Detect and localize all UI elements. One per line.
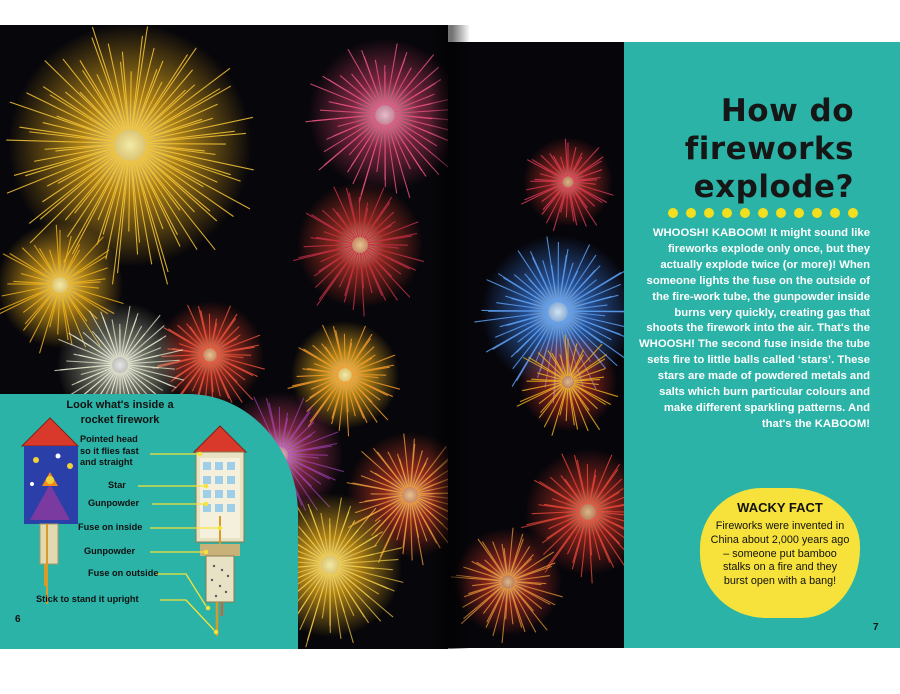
wacky-fact-bubble xyxy=(700,488,860,618)
divider-dot xyxy=(722,208,732,218)
divider-dot xyxy=(812,208,822,218)
heading-line-2: fireworks xyxy=(684,131,854,167)
label-gunpowder-bottom: Gunpowder xyxy=(84,546,136,556)
divider-dot xyxy=(740,208,750,218)
firework-burst xyxy=(306,39,448,202)
inset-title: Look what's inside a rocket firework xyxy=(66,399,174,426)
divider-dot xyxy=(794,208,804,218)
rocket-exterior-illustration xyxy=(22,418,78,604)
heading-line-1: How do xyxy=(720,93,854,129)
rocket-illustrations xyxy=(0,394,298,649)
label-star: Star xyxy=(108,480,126,490)
label-fuse-outside: Fuse on outside xyxy=(88,568,159,578)
divider-dot xyxy=(704,208,714,218)
label-fuse-inside: Fuse on inside xyxy=(78,522,143,532)
firework-burst xyxy=(522,137,613,230)
wacky-fact-title: WACKY FACT xyxy=(737,500,823,515)
page-heading xyxy=(624,92,854,206)
rocket-cutaway-illustration xyxy=(194,426,246,636)
divider-dot xyxy=(776,208,786,218)
page-number-right: 7 xyxy=(873,622,879,633)
body-paragraph: WHOOSH! KABOOM! It might sound like fireworks explode only once, but they actually explode twice (or more)! When someone lights the fuse on the outside of the fire-work tube, the gunpowder inside burns very quickly, creating gas that shoots the firework into the air. That's the WHOOSH! The second fuse inside the tube sets fire to little balls called ‘stars’. These stars are made of powdered metals and salts which burn particular colours and make different sparkling patterns. And that's the KABOOM! xyxy=(639,227,870,430)
divider-dot xyxy=(686,208,696,218)
label-gunpowder-top: Gunpowder xyxy=(88,498,140,508)
firework-burst xyxy=(517,333,617,436)
divider-dot xyxy=(830,208,840,218)
book-gutter-shadow xyxy=(430,25,470,649)
firework-burst xyxy=(294,182,424,316)
divider-dot xyxy=(848,208,858,218)
divider-dot xyxy=(668,208,678,218)
dotted-divider xyxy=(668,208,860,220)
label-stick: Stick to stand it upright xyxy=(36,594,139,604)
heading-line-3: explode? xyxy=(693,169,854,205)
page-number-left: 6 xyxy=(15,614,21,625)
rocket-diagram-inset xyxy=(0,394,298,649)
label-pointed-head: Pointed head so it flies fast and straight xyxy=(80,434,139,467)
wacky-fact-text: Fireworks were invented in China about 2,000 years ago – someone put bamboo stalks on a fire and they burst open with a bang! xyxy=(710,520,850,588)
divider-dot xyxy=(758,208,768,218)
